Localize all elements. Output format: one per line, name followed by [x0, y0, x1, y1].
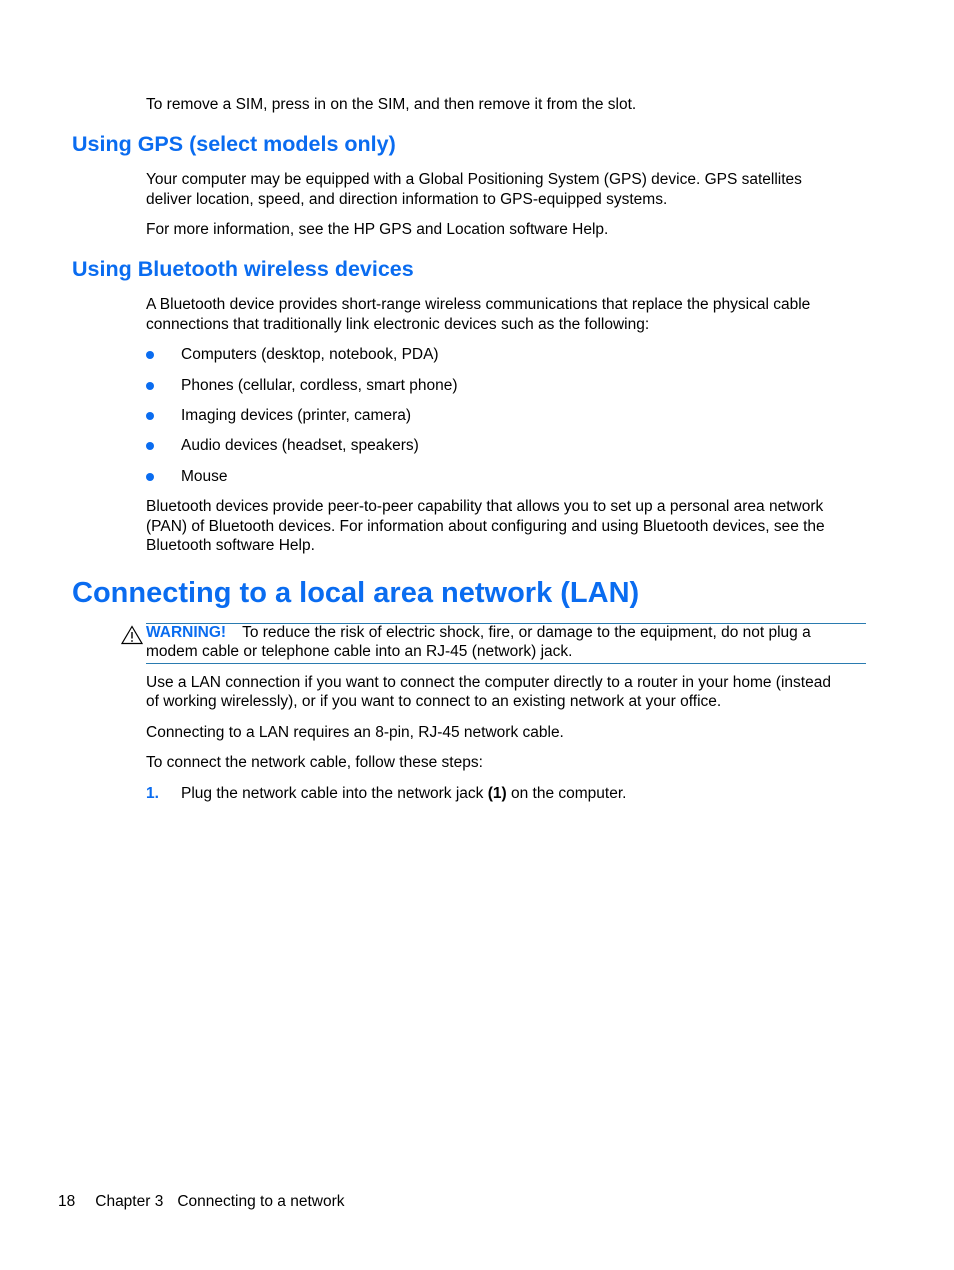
sim-removal-text: To remove a SIM, press in on the SIM, and then remove it from the slot. — [146, 96, 637, 113]
bluetooth-paragraph-line: Bluetooth software Help. — [146, 537, 315, 554]
list-item: Mouse — [181, 468, 228, 485]
bullet-icon — [146, 382, 154, 390]
bluetooth-heading: Using Bluetooth wireless devices — [72, 257, 414, 281]
page-footer — [58, 1192, 344, 1212]
lan-heading: Connecting to a local area network (LAN) — [72, 577, 640, 609]
chapter-label: Chapter 3 — [95, 1193, 164, 1210]
gps-heading: Using GPS (select models only) — [72, 132, 396, 156]
bluetooth-paragraph-line: connections that traditionally link electronic devices such as the following: — [146, 316, 650, 333]
bullet-icon — [146, 412, 154, 420]
bluetooth-paragraph-line: Bluetooth devices provide peer-to-peer capability that allows you to set up a personal area network — [146, 498, 824, 515]
bullet-icon — [146, 473, 154, 481]
list-item: Computers (desktop, notebook, PDA) — [181, 346, 439, 363]
list-item: Phones (cellular, cordless, smart phone) — [181, 377, 458, 394]
bluetooth-paragraph-line: A Bluetooth device provides short-range wireless communications that replace the physical cable — [146, 296, 811, 313]
warning-label: WARNING! — [146, 624, 227, 641]
warning-triangle-icon — [121, 625, 143, 645]
bluetooth-paragraph-line: (PAN) of Bluetooth devices. For information about configuring and using Bluetooth devices, see the — [146, 518, 825, 535]
lan-paragraph-line: of working wirelessly), or if you want to connect to an existing network at your office. — [146, 693, 722, 710]
warning-bottom-rule — [146, 663, 866, 664]
lan-cable-requirement: Connecting to a LAN requires an 8-pin, RJ-45 network cable. — [146, 724, 564, 741]
bullet-icon — [146, 351, 154, 359]
step-text: Plug the network cable into the network jack (1) on the computer. — [181, 785, 627, 802]
lan-paragraph-line: Use a LAN connection if you want to connect the computer directly to a router in your home (instead — [146, 674, 831, 691]
gps-paragraph-line: Your computer may be equipped with a Global Positioning System (GPS) device. GPS satellites — [146, 171, 802, 188]
list-item: Imaging devices (printer, camera) — [181, 407, 412, 424]
page-number: 18 — [58, 1193, 76, 1210]
bullet-icon — [146, 442, 154, 450]
gps-paragraph-line: deliver location, speed, and direction information to GPS-equipped systems. — [146, 191, 668, 208]
step-number: 1. — [146, 785, 159, 802]
list-item: Audio devices (headset, speakers) — [181, 437, 419, 454]
warning-text: modem cable or telephone cable into an RJ-45 (network) jack. — [146, 643, 573, 660]
gps-more-info: For more information, see the HP GPS and Location software Help. — [146, 221, 609, 238]
lan-steps-intro: To connect the network cable, follow these steps: — [146, 754, 483, 771]
chapter-title: Connecting to a network — [177, 1193, 345, 1210]
warning-text: To reduce the risk of electric shock, fire, or damage to the equipment, do not plug a — [242, 624, 811, 641]
